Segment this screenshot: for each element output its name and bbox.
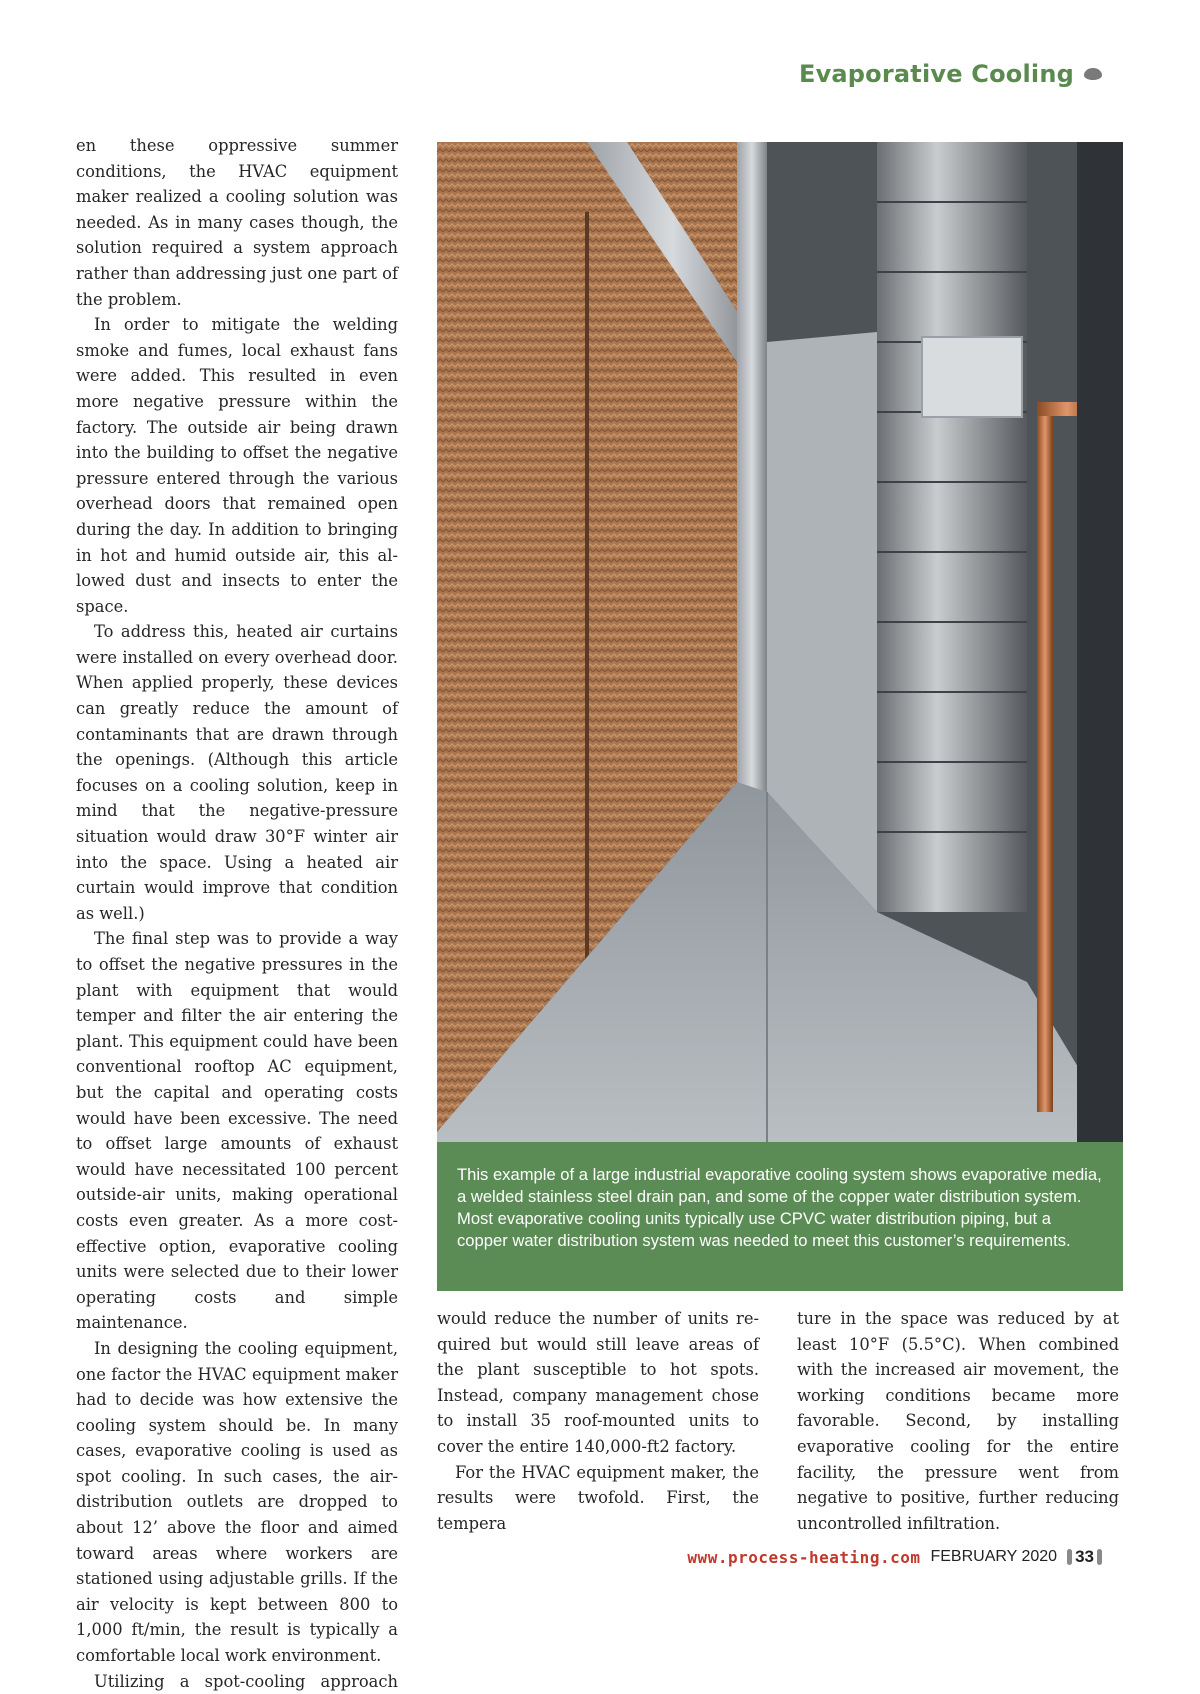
page-marker-right-icon (1097, 1549, 1102, 1565)
section-bullet-icon (1084, 68, 1102, 80)
website-link[interactable]: www.process-heating.com (687, 1547, 921, 1567)
article-column-middle (437, 1306, 759, 1536)
paragraph: To address this, heated air curtains were installed on every overhead door. When applied properly, these devices can greatly reduce the amount of contaminants that are drawn through the openings. (Although this article focuses on a cooling solution, keep in mind that the negative-pressure situation would draw 30°F winter air into the space. Using a heated air curtain would improve that condition as well.) (76, 622, 398, 923)
paragraph: Utilizing a spot-cooling approach (94, 1671, 398, 1691)
paragraph: en these oppressive summer conditions, the HVAC equipment maker realized a cooling solution was needed. As in many cases though, the solution required a system approach rather than addressing just one part of the problem. (76, 136, 398, 309)
figure (437, 142, 1123, 1291)
issue-date: FEBRUARY 2020 (930, 1548, 1058, 1565)
paragraph: In order to mitigate the welding smoke and fumes, local exhaust fans were added. This resulted in even more negative pressure within the factory. The outside air being drawn into the building to offset the negative pressure entered through the various overhead doors that remained open during the day. In addition to bringing in hot and humid outside air, this allowed dust and insects to enter the space. (76, 315, 398, 616)
caption-text: This example of a large industrial evaporative cooling system shows evaporative media, a welded stainless steel drain pan, and some of the copper water distribution system. Most evaporative cooling units typically use CPVC water distribution piping, but a copper water distribution system was needed to meet this customer’s requirements. (457, 1165, 1102, 1250)
paragraph: The final step was to provide a way to offset the negative pressures in the plant with equipment that would temper and filter the air entering the plant. This equipment could have been conventional rooftop AC equipment, but the capital and operating costs would have been excessive. The need to offset large amounts of exhaust would have necessitated 100 percent outside-air units, making operational costs even greater. As a more cost-effective option, evaporative cooling units were selected due to their lower operating costs and simple maintenance. (76, 929, 398, 1333)
section-title: Evaporative Cooling (798, 60, 1074, 88)
page-number-block (1067, 1547, 1102, 1567)
paragraph: For the HVAC equipment maker, the results were twofold. First, the tempera (437, 1462, 759, 1533)
page-number: 33 (1075, 1547, 1094, 1566)
paragraph: ture in the space was reduced by at least 10°F (5.5°C). When combined with the increased air movement, the working conditions became more favorable. Second, by installing evaporative cooling for the entire facility, the pressure went from negative to positive, further reducing uncontrolled infiltration. (797, 1309, 1119, 1533)
page-footer (687, 1547, 1102, 1567)
article-column-left (76, 133, 398, 1694)
evaporative-cooling-system-photo (437, 142, 1123, 1142)
article-column-right (797, 1306, 1119, 1536)
figure-caption (437, 1142, 1123, 1291)
paragraph: In designing the cooling equipment, one factor the HVAC equipment maker had to decide was how extensive the cooling system should be. In many cases, evaporative cooling is used as spot cooling. In such cases, the air-distribution outlets are dropped to about 12’ above the floor and aimed toward areas where workers are stationed using adjustable grills. If the air velocity is kept between 800 to 1,000 ft/min, the result is typically a comfortable local work environment. (76, 1338, 398, 1666)
paragraph: would reduce the number of units required but would still leave areas of the plant susceptible to hot spots. Instead, company management chose to install 35 roof-mounted units to cover the entire 140,000-ft2 factory. (437, 1309, 759, 1456)
section-header (799, 60, 1102, 88)
page-marker-left-icon (1067, 1549, 1072, 1565)
